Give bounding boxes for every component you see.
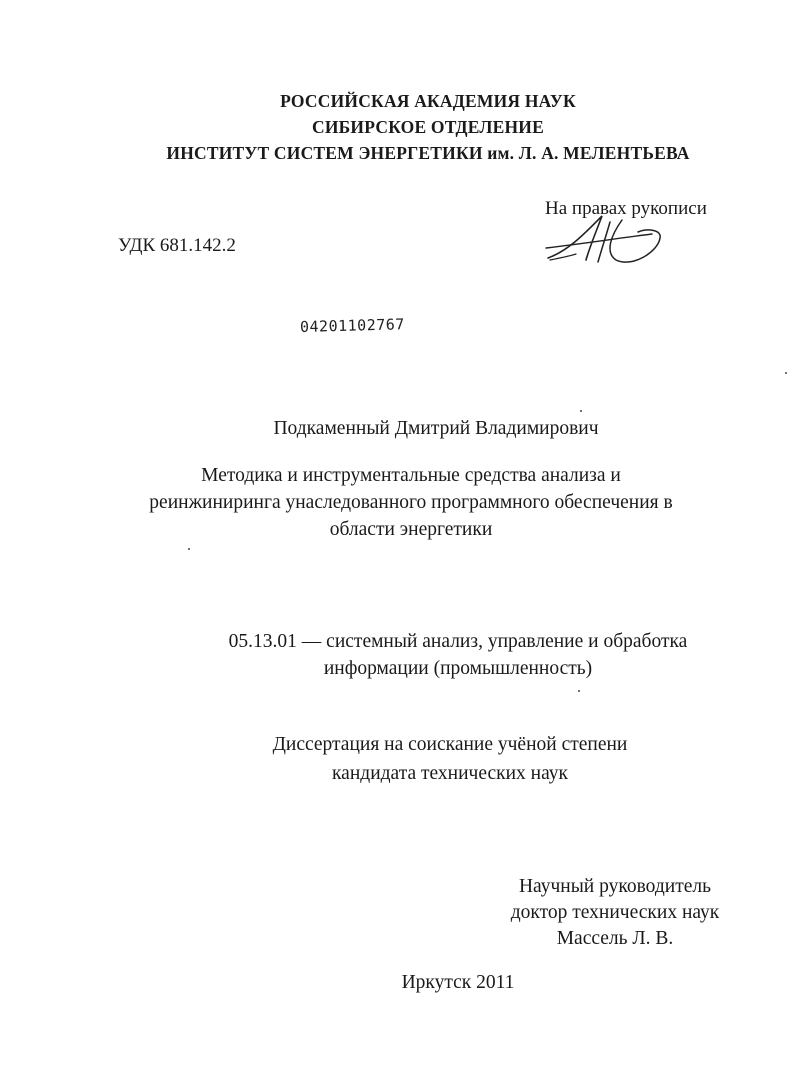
degree-statement [0, 730, 796, 788]
supervisor-name: Массель Л. В. [556, 928, 674, 949]
org-line-branch: СИБИРСКОЕ ОТДЕЛЕНИЕ [312, 117, 544, 137]
supervisor-degree: доктор технических наук [510, 902, 720, 923]
org-line-institute: ИНСТИТУТ СИСТЕМ ЭНЕРГЕТИКИ им. Л. А. МЕЛЕНТЬЕВА [166, 143, 690, 163]
organization-header [0, 88, 796, 166]
manuscript-rights-note: На правах рукописи [545, 198, 707, 219]
specialty-line-1: 05.13.01 — системный анализ, управление и обработка [228, 631, 688, 652]
registration-stamp-number: 04201102767 [299, 315, 406, 336]
dissertation-title [0, 462, 796, 543]
specialty-code [0, 628, 796, 682]
specialty-line-2: информации (промышленность) [323, 658, 593, 679]
handwritten-signature [540, 208, 690, 270]
scan-speck [578, 690, 580, 692]
degree-line-1: Диссертация на соискание учёной степени [272, 734, 628, 755]
title-line-3: области энергетики [329, 519, 493, 540]
supervisor-role: Научный руководитель [518, 876, 712, 897]
udk-code: УДК 681.142.2 [118, 235, 236, 256]
city-and-year: Иркутск 2011 [401, 972, 515, 993]
scan-speck [188, 548, 190, 550]
scan-speck [580, 410, 582, 412]
org-line-academy: РОССИЙСКАЯ АКАДЕМИЯ НАУК [280, 91, 576, 111]
author-name: Подкаменный Дмитрий Владимирович [273, 418, 599, 439]
degree-line-2: кандидата технических наук [332, 763, 568, 784]
title-line-1: Методика и инструментальные средства анализа и [201, 465, 621, 486]
title-line-2: реинжиниринга унаследованного программного обеспечения в [149, 492, 673, 513]
scientific-supervisor [470, 874, 760, 952]
scan-speck [785, 372, 787, 374]
